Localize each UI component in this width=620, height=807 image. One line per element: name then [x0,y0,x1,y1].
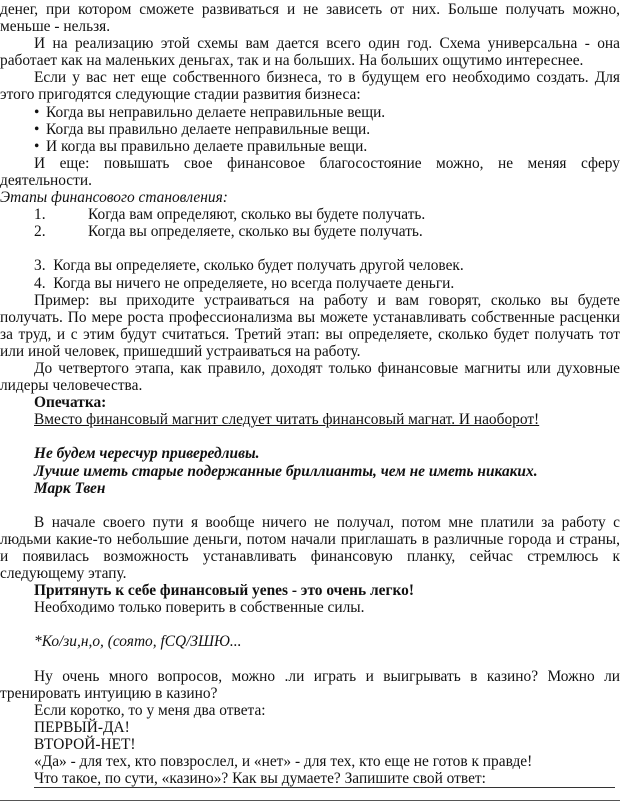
paragraph: Ну очень много вопросов, можно .ли играть и выигрывать в казино? Можно ли тренировать интуицию в казино? [0,667,620,702]
document-page [0,1,620,787]
bold-heading: Притянуть к себе финансовый yenes - это очень легко! [34,582,414,600]
paragraph: В начале своего пути я вообще ничего не получал, потом мне платили за работу с людьми какие-то небольшие деньги, потом начали приглашать в различные города и страны, и появилась возможность устанавливать финансовую планку, сейчас стремлюсь к следующему этапу. [0,513,620,583]
quote-line: Лучше иметь старые подержанные бриллианты, чем не иметь никаких. [34,462,538,480]
typo-title: Опечатка: [34,394,107,412]
numbered-item [0,206,620,223]
numbered-item [0,223,620,240]
quote-author: Марк Твен [34,479,106,497]
bullet-text: Когда вы неправильно делаете неправильные вещи. [46,103,386,121]
stages-title: Этапы финансового становления: [0,189,228,207]
paragraph: Пример: вы приходите устраиваться на работу и вам говорят, сколько вы будете получать. По мере роста профессионализма вы можете устанавливать собственные расценки за труд, и с этим будут считаться. Третий этап: вы определяете, сколько будет получать тот или иной человек, пришедший устраиваться на работу. [0,291,620,360]
typo-text: Вместо финансовый магнит следует читать финансовый магнат. И наоборот! [34,411,540,429]
paragraph: Если коротко, то у меня два ответа: [34,701,266,719]
quote-line: Не будем чересчур привередливы. [34,445,260,463]
paragraph: Если у вас нет еще собственного бизнеса, то в будущем его необходимо создать. Для этого пригодятся следующие стадии развития бизнеса: [0,69,620,104]
bullet-item: • Когда вы неправильно делаете неправильные вещи. [34,103,386,121]
item-number: 2. [34,223,46,241]
item-number: 1. [34,206,46,224]
answer-line[interactable] [34,787,615,788]
paragraph: Что такое, по сути, «казино»? Как вы думаете? Запишите свой ответ: [34,770,486,788]
garbled-heading: *Ко/зи,н,о, (соято, fCQ/ЗШЮ... [34,633,242,651]
bullet-item: • Когда вы правильно делаете неправильные вещи. [34,120,371,138]
numbered-item: 4. Когда вы ничего не определяете, но всегда получаете деньги. [34,274,455,292]
numbered-item: 3. Когда вы определяете, сколько будет получать другой человек. [34,257,464,275]
bullet-item: • И когда вы правильно делаете правильные вещи. [34,137,368,155]
bullet-text: И когда вы правильно делаете правильные вещи. [46,137,368,155]
paragraph: денег, при котором сможете развиваться и не зависеть от них. Больше получать можно, меньше - нельзя. [0,1,620,36]
item-text: Когда вы определяете, сколько вы будете получать. [88,223,423,241]
paragraph: «Да» - для тех, кто повзрослел, и «нет» - для тех, кто еще не готов к правде! [34,753,533,771]
paragraph: ПЕРВЫЙ-ДА! [34,718,130,736]
page-divider [0,800,620,801]
paragraph: ВТОРОЙ-НЕТ! [34,736,136,754]
paragraph: И на реализацию этой схемы вам дается всего один год. Схема универсальна - она работает как на маленьких деньгах, так и на больших. На больших ощутимо интереснее. [0,35,620,70]
bullet-text: Когда вы правильно делаете неправильные вещи. [46,120,371,138]
item-text: Когда вам определяют, сколько вы будете получать. [88,206,426,224]
paragraph: Необходимо только поверить в собственные силы. [34,599,365,617]
paragraph: До четвертого этапа, как правило, доходят только финансовые магниты или духовные лидеры человечества. [0,359,620,395]
paragraph: И еще: повышать свое финансовое благосостояние можно, не меняя сферу деятельности. [0,154,620,189]
